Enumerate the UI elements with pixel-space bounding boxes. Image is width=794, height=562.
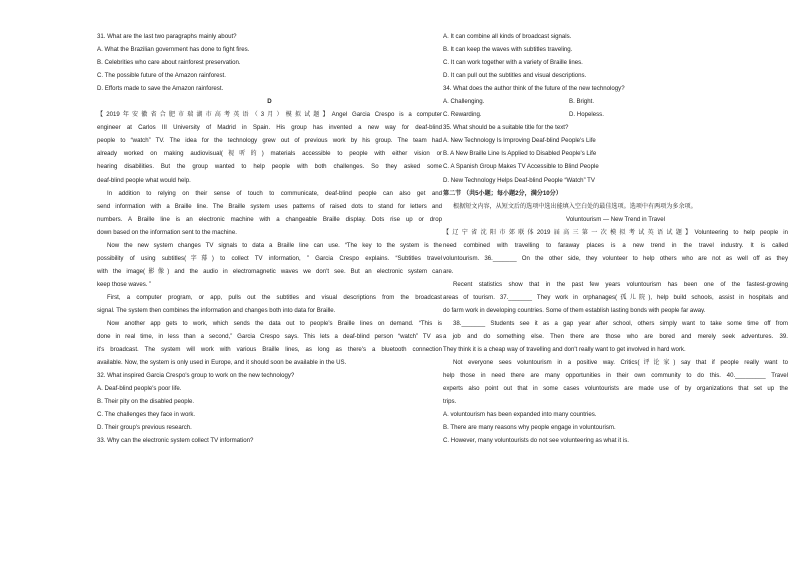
right-column-line: B. A New Braille Line Is Applied to Disabled People's Life [443, 150, 597, 158]
left-column-line: 【2019年安徽省合肥市瑞湖市高考英语（3月）模拟试题】Angel Garcia Crespo is a computer [97, 111, 442, 119]
right-column-line: They think it is a cheap way of travelling and don't really want to get involved in hard work. [443, 346, 686, 354]
right-column-line: 根据短文内容，从短文后的选项中选出能填入空白处的最佳选项。选项中有两项为多余项。 [453, 202, 697, 210]
right-column-line: Recent statistics show that in the past few years voluntourism has been one of the fastest-growing [453, 280, 788, 288]
left-column-line: D [267, 98, 272, 106]
right-column-line: D. New Technology Helps Deaf-blind People “Watch” TV [443, 176, 595, 184]
left-column [97, 30, 442, 448]
option-text: A. Challenging. [443, 98, 485, 106]
option-text: B. Bright. [569, 98, 595, 106]
right-column-line: 35. What should be a suitable title for the text? [443, 124, 569, 132]
left-column-line: hearing disabilities. But the group wanted to help people with both challenges. So they asked some [97, 163, 442, 171]
option-text: C. Rewarding. [443, 111, 482, 119]
left-column-line: with the image(影像) and the audio in electromagnetic waves we don't see. But an electronic system can [97, 267, 442, 275]
left-column-line: available. Now, the system is only used in Europe, and it should soon be available in the US. [97, 359, 347, 367]
right-column-line: need combined with travelling to faraway places is a new trend in the travel industry. It is called [443, 241, 788, 249]
right-column-line: 【辽宁省沈阳市郊联体2019届高三第一次模拟考试英语试题】Volunteering to help people in [443, 228, 788, 236]
right-column-line: 34. What does the author think of the future of the new technology? [443, 85, 625, 93]
left-column-line: signal. The system then combines the information and changes both into data for Braille. [97, 306, 336, 314]
right-column-line: B. It can keep the waves with subtitles traveling. [443, 46, 573, 54]
right-column-line: C. It can work together with a variety of Braille lines. [443, 59, 583, 67]
left-column-line: D. Their group's previous research. [97, 424, 192, 432]
left-column-line: 32. What inspired Garcia Crespo's group to work on the new technology? [97, 372, 295, 380]
left-column-line: send information with a Braille line. The Braille system uses patterns of raised dots to stand for letters and [97, 202, 442, 210]
right-column-line: voluntourism. 36._______ On the other side, they volunteer to help others who are not as well off as they [443, 254, 788, 262]
left-column-line: numbers. A Braille line is an electronic machine with a changeable Braille display. Dots rise up or drop [97, 215, 442, 223]
left-column-line: keep those waves. ” [97, 280, 152, 288]
right-column-line: A. New Technology Is Improving Deaf-blind People's Life [443, 137, 596, 145]
right-column [443, 30, 788, 448]
left-column-line: A. Deaf-blind people's poor life. [97, 385, 182, 393]
right-column-line: help those in need there are many opportunities in their own community to do this. 40._________ Travel [443, 372, 788, 380]
right-column-line: Not everyone sees voluntourism in a positive way. Critics(评论家) say that if people really want to [453, 359, 788, 367]
left-column-line: done in real time, in less than a second,” Garcia Crespo says. This lets a deaf-blind person “watch” TV as [97, 333, 442, 341]
right-column-line: B. There are many reasons why people engage in voluntourism. [443, 424, 616, 432]
right-column-line: D. It can pull out the subtitles and visual descriptions. [443, 72, 587, 80]
right-column-line [443, 108, 788, 121]
left-column-line: B. Celebrities who care about rainforest preservation. [97, 59, 241, 67]
left-column-line: A. What the Brazilian government has done to fight fires. [97, 46, 250, 54]
right-column-line: Voluntourism — New Trend in Travel [566, 215, 665, 223]
left-column-line: possibility of using subtitles(字幕) to collect TV information, ” Garcia Crespo explains. “Subtitles travel [97, 254, 442, 262]
option-text: D. Hopeless. [569, 111, 604, 119]
left-column-line: Now the new system changes TV signals to data a Braille line can use. “The key to the system is the [107, 241, 442, 249]
right-column-line: a job and do something else. Then there are those who are bored and merely seek adventures. 39. [443, 333, 788, 341]
left-column-line: B. Their pity on the disabled people. [97, 398, 195, 406]
left-column-line: In addition to relying on their sense of touch to communicate, deaf-blind people can also get and [107, 189, 442, 197]
right-column-line: C. A Spanish Group Makes TV Accessible to Blind People [443, 163, 599, 171]
left-column-line: D. Efforts made to save the Amazon rainforest. [97, 85, 224, 93]
left-column-line: down based on the information sent to the machine. [97, 228, 237, 236]
right-column-line: do farm work in developing countries. Some of them establish lasting bonds with people far away. [443, 306, 706, 314]
left-column-line: 31. What are the last two paragraphs mainly about? [97, 33, 237, 40]
left-column-line: First, a computer program, or app, pulls out the subtitles and visual descriptions from the broadcast [107, 293, 442, 301]
right-column-line: 第二节 （共5小题；每小题2分，满分10分） [443, 189, 562, 197]
right-column-line: are. [443, 267, 454, 275]
right-column-line [443, 95, 788, 108]
left-column-line: C. The challenges they face in work. [97, 411, 196, 419]
right-column-line: experts also point out that in some cases voluntourists are made use of by organizations that set up the [443, 385, 788, 393]
right-column-line: 38._______ Students see it as a gap year after school, others simply want to take some time off from [453, 320, 788, 328]
right-column-line: trips. [443, 398, 457, 406]
left-column-line: Now another app gets to work, which sends the data out to people's Braille lines on demand. “This is [107, 320, 442, 328]
left-column-line: C. The possible future of the Amazon rainforest. [97, 72, 226, 80]
right-column-line: A. voluntourism has been expanded into many countries. [443, 411, 597, 419]
left-column-line: 33. Why can the electronic system collect TV information? [97, 437, 254, 445]
left-column-line: it's broadcast. The system will work with various Braille lines, as long as there's a bluetooth connection [97, 346, 442, 354]
left-column-line: already worked on making audiovisual(视听的) materials accessible to people with either vision or [97, 150, 442, 158]
right-column-line: areas of tourism. 37._______ They work in orphanages(孤儿院), help build schools, assist in hospitals and [443, 293, 788, 301]
left-column-line: deaf-blind people what would help. [97, 176, 191, 184]
right-column-line: A. It can combine all kinds of broadcast signals. [443, 33, 572, 40]
left-column-line: people to “watch” TV. The idea for the technology grew out of previous work by his group. The team had [97, 137, 442, 145]
right-column-line: C. However, many voluntourists do not see volunteering as what it is. [443, 437, 629, 445]
left-column-line: engineer at Carlos III University of Madrid in Spain. His group has invented a new way for deaf-blind [97, 124, 442, 132]
